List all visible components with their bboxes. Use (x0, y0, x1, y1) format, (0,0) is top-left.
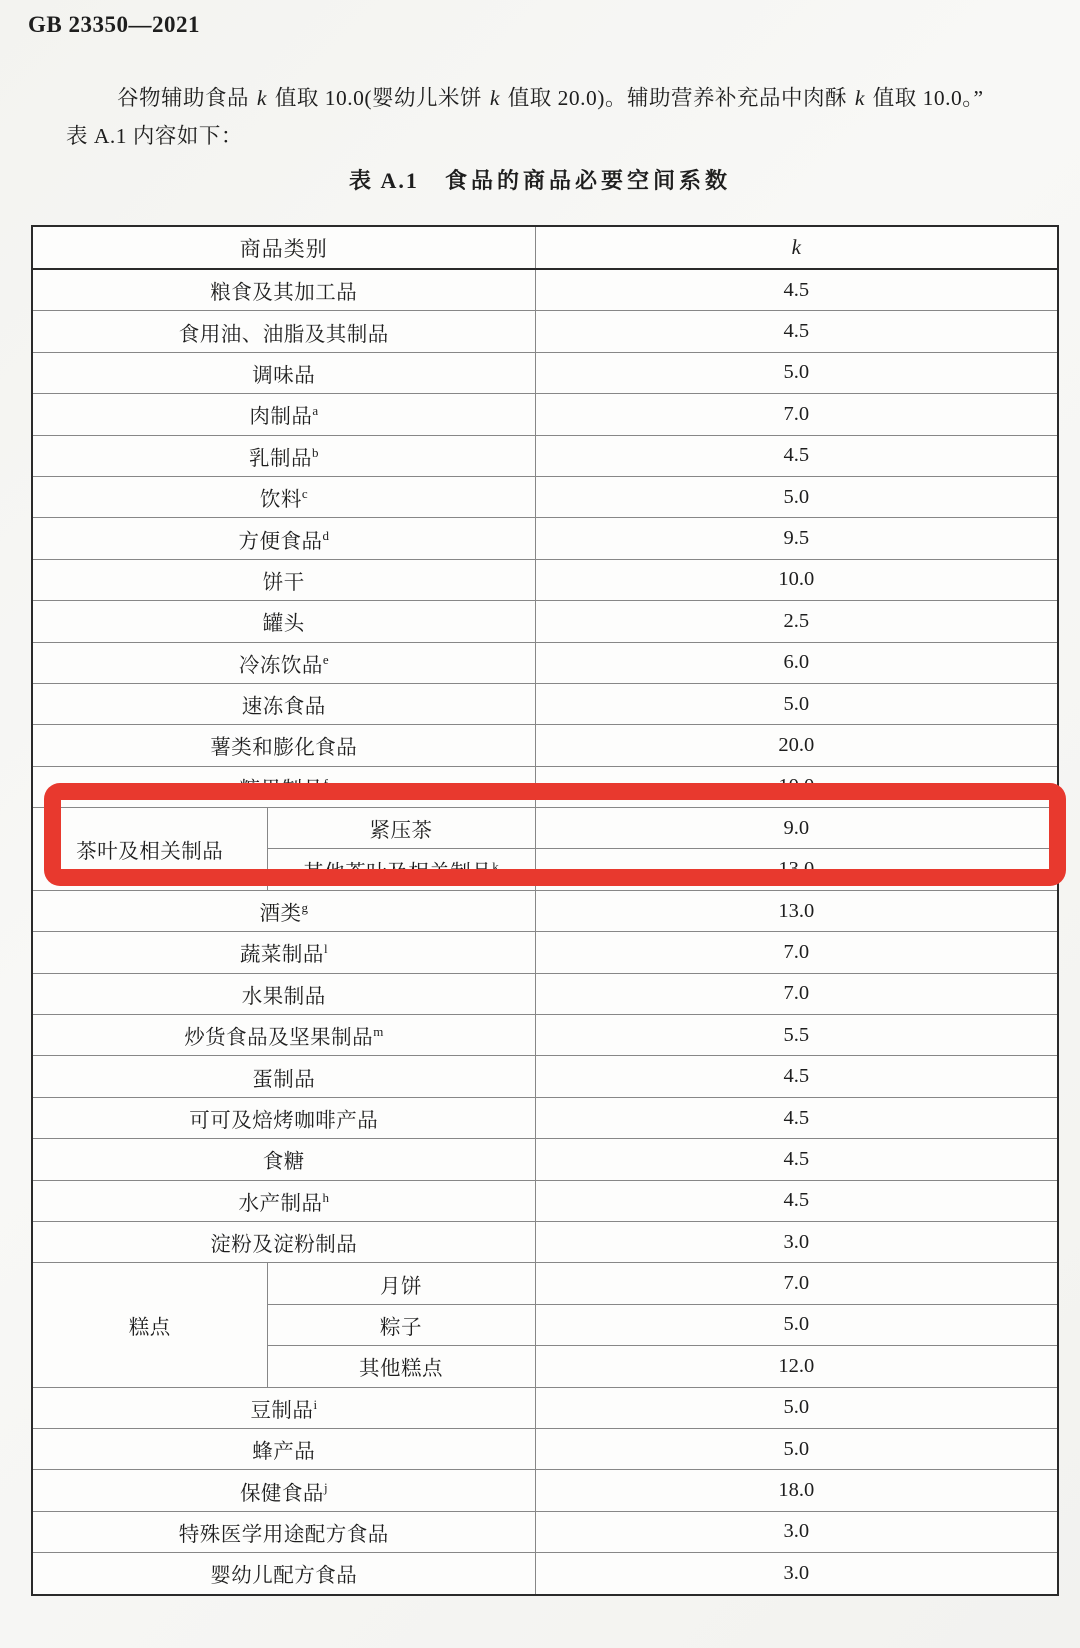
k-value-cell: 3.0 (535, 1553, 1058, 1595)
k-value-cell: 9.0 (535, 808, 1058, 849)
subcategory-cell: 粽子 (267, 1304, 535, 1345)
category-cell: 婴幼儿配方食品 (32, 1553, 535, 1595)
category-cell: 粮食及其加工品 (32, 269, 535, 311)
table-row (32, 269, 1058, 311)
table-row (32, 932, 1058, 973)
paragraph-segment: 谷物辅助食品 (117, 86, 255, 110)
footnote-mark: g (301, 900, 308, 916)
category-cell: 冷冻饮品$^e$ (32, 642, 535, 683)
k-value-cell: 4.5 (535, 1097, 1058, 1138)
k-value-cell: 12.0 (535, 1346, 1058, 1387)
body-paragraph-line-2: 表 A.1 内容如下： (66, 124, 243, 148)
table-row (32, 352, 1058, 393)
table-row (32, 476, 1058, 517)
category-cell: 食用油、油脂及其制品 (32, 311, 535, 352)
category-cell: 蜂产品 (32, 1428, 535, 1469)
category-cell: 方便食品$^d$ (32, 518, 535, 559)
k-value-cell: 5.0 (535, 1428, 1058, 1469)
category-cell: 罐头 (32, 601, 535, 642)
footnote-mark: d (322, 527, 329, 543)
category-cell: 乳制品$^b$ (32, 435, 535, 476)
footnote-mark: l (323, 941, 328, 957)
table-row (32, 1015, 1058, 1056)
k-value-cell: 5.5 (535, 1015, 1058, 1056)
paragraph-segment: 值取 10.0。” (866, 86, 984, 110)
group-category-cell: 茶叶及相关制品 (32, 808, 267, 891)
category-cell: 糖果制品$^f$ (32, 766, 535, 807)
k-value-cell: 3.0 (535, 1221, 1058, 1262)
k-value-cell: 20.0 (535, 725, 1058, 766)
k-header-cell: k (535, 226, 1058, 269)
k-value-cell: 5.0 (535, 683, 1058, 724)
footnote-mark: b (312, 444, 319, 460)
footnote-mark: c (301, 486, 308, 502)
subcategory-cell: 紧压茶 (267, 808, 535, 849)
footnote-mark: m (373, 1024, 384, 1040)
category-header-cell: 商品类别 (32, 226, 535, 269)
space-coefficient-table (31, 225, 1059, 1596)
k-value-cell: 10.0 (535, 766, 1058, 807)
k-value-cell: 13.0 (535, 890, 1058, 931)
table-header-row (32, 226, 1058, 269)
table-row (32, 973, 1058, 1014)
k-value-cell: 9.5 (535, 518, 1058, 559)
table-row (32, 518, 1058, 559)
table-row (32, 1180, 1058, 1221)
table-row (32, 394, 1058, 435)
category-cell: 蛋制品 (32, 1056, 535, 1097)
k-value-cell: 4.5 (535, 269, 1058, 311)
category-cell: 饼干 (32, 559, 535, 600)
k-value-cell: 5.0 (535, 352, 1058, 393)
category-cell: 淀粉及淀粉制品 (32, 1221, 535, 1262)
category-cell: 酒类$^g$ (32, 890, 535, 931)
table-row (32, 725, 1058, 766)
table-row (32, 1470, 1058, 1511)
k-value-cell: 5.0 (535, 1304, 1058, 1345)
k-value-cell: 7.0 (535, 394, 1058, 435)
table-row (32, 1553, 1058, 1595)
k-value-cell: 7.0 (535, 932, 1058, 973)
category-cell: 炒货食品及坚果制品$^m$ (32, 1015, 535, 1056)
footnote-mark: f (323, 776, 328, 792)
subcategory-cell: 其他茶叶及相关制品$^k$ (267, 849, 535, 890)
category-cell: 速冻食品 (32, 683, 535, 724)
table-body (32, 269, 1058, 1595)
k-value-cell: 7.0 (535, 1263, 1058, 1304)
table-row (32, 1263, 1058, 1304)
table-row (32, 1428, 1058, 1469)
category-cell: 薯类和膨化食品 (32, 725, 535, 766)
k-value-cell: 13.0 (535, 849, 1058, 890)
document-code: GB 23350—2021 (28, 12, 200, 37)
table-row (32, 1139, 1058, 1180)
footnote-mark: a (312, 403, 319, 419)
category-cell: 特殊医学用途配方食品 (32, 1511, 535, 1552)
footnote-mark: i (313, 1396, 318, 1412)
footnote-mark: h (322, 1189, 329, 1205)
k-value-cell: 7.0 (535, 973, 1058, 1014)
table-row (32, 311, 1058, 352)
table-row (32, 642, 1058, 683)
k-value-cell: 3.0 (535, 1511, 1058, 1552)
table-row (32, 1511, 1058, 1552)
body-paragraph-line-1 (117, 81, 984, 112)
category-cell: 蔬菜制品$^l$ (32, 932, 535, 973)
k-value-cell: 4.5 (535, 1056, 1058, 1097)
group-category-cell: 糕点 (32, 1263, 267, 1387)
category-cell: 可可及焙烤咖啡产品 (32, 1097, 535, 1138)
category-cell: 饮料$^c$ (32, 476, 535, 517)
category-cell: 肉制品$^a$ (32, 394, 535, 435)
table-row (32, 601, 1058, 642)
table-row (32, 1387, 1058, 1428)
category-cell: 水果制品 (32, 973, 535, 1014)
table-row (32, 435, 1058, 476)
paragraph-segment: 值取 20.0)。辅助营养补充品中肉酥 (501, 86, 853, 110)
k-symbol: k (489, 86, 500, 110)
table-row (32, 559, 1058, 600)
footnote-mark: k (492, 858, 499, 874)
table-row (32, 1097, 1058, 1138)
table-row (32, 808, 1058, 849)
table-row (32, 1056, 1058, 1097)
k-symbol: k (854, 86, 865, 110)
k-value-cell: 18.0 (535, 1470, 1058, 1511)
k-value-cell: 6.0 (535, 642, 1058, 683)
category-cell: 食糖 (32, 1139, 535, 1180)
category-cell: 保健食品$^j$ (32, 1470, 535, 1511)
subcategory-cell: 月饼 (267, 1263, 535, 1304)
category-cell: 调味品 (32, 352, 535, 393)
k-value-cell: 4.5 (535, 435, 1058, 476)
table-row (32, 766, 1058, 807)
k-value-cell: 4.5 (535, 1139, 1058, 1180)
subcategory-cell: 其他糕点 (267, 1346, 535, 1387)
k-value-cell: 2.5 (535, 601, 1058, 642)
footnote-mark: j (323, 1479, 328, 1495)
category-cell: 豆制品$^i$ (32, 1387, 535, 1428)
category-cell: 水产制品$^h$ (32, 1180, 535, 1221)
k-symbol: k (256, 86, 267, 110)
table-row (32, 890, 1058, 931)
k-value-cell: 5.0 (535, 1387, 1058, 1428)
table-caption (0, 164, 1080, 195)
table-row (32, 683, 1058, 724)
k-value-cell: 10.0 (535, 559, 1058, 600)
paragraph-segment: 值取 10.0(婴幼儿米饼 (268, 86, 488, 110)
k-value-cell: 5.0 (535, 476, 1058, 517)
table-row (32, 1221, 1058, 1262)
table-caption-text: 食品的商品必要空间系数 (444, 168, 731, 193)
table-caption-number: 表 A.1 (349, 168, 419, 193)
footnote-mark: e (322, 651, 329, 667)
k-value-cell: 4.5 (535, 311, 1058, 352)
k-value-cell: 4.5 (535, 1180, 1058, 1221)
